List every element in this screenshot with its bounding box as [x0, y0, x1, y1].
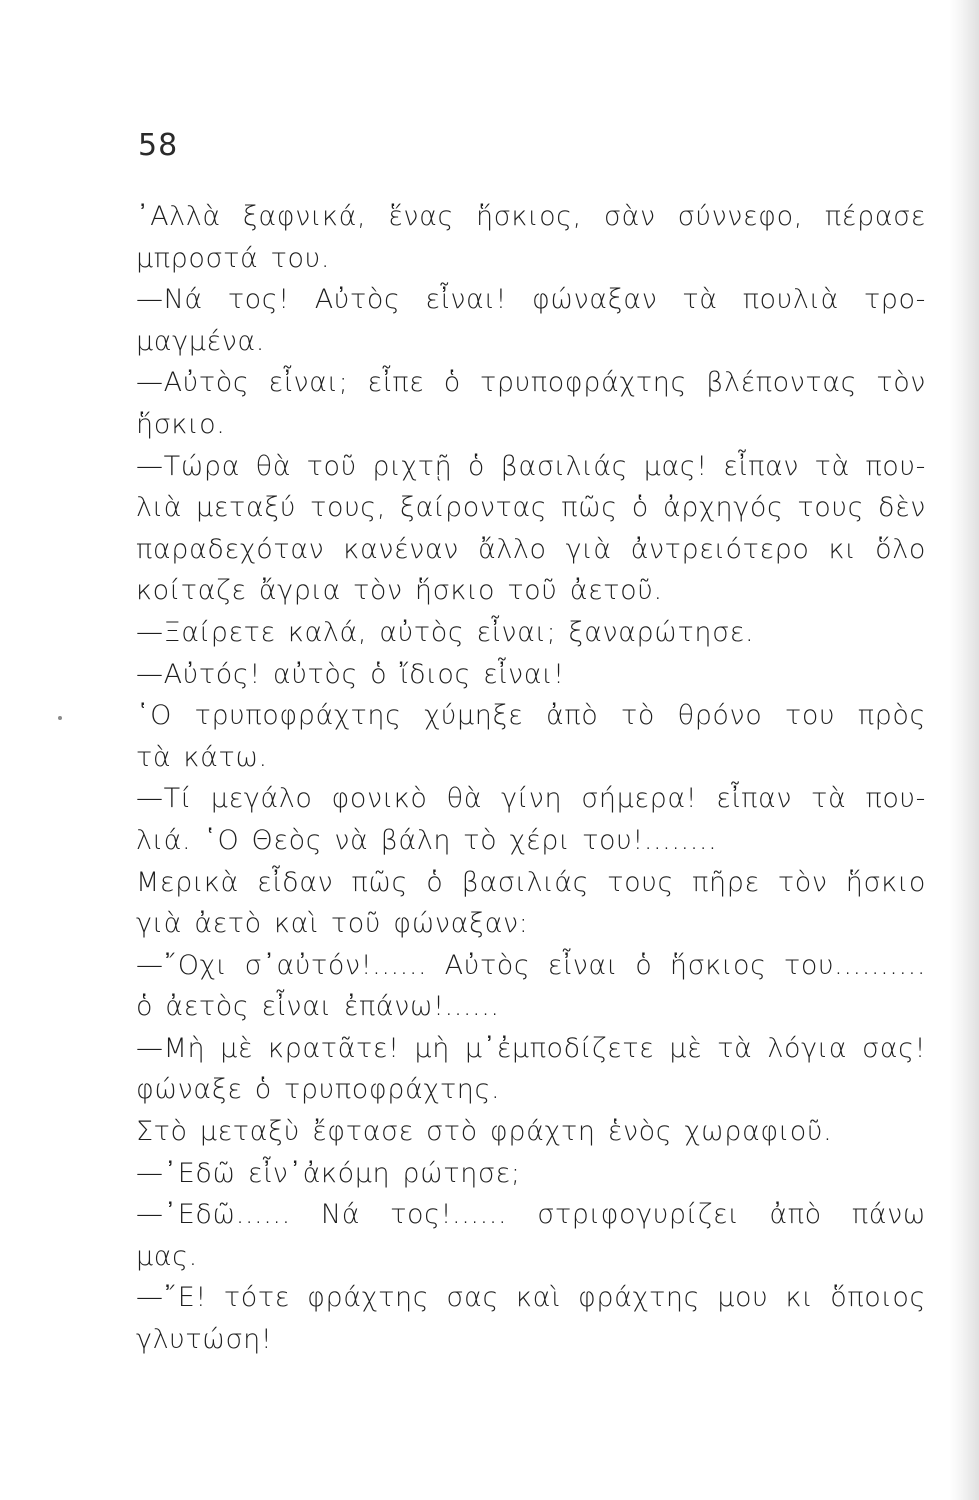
text-line: κοίταζε ἄγρια τὸν ἥσκιο τοῦ ἀετοῦ. — [136, 575, 663, 607]
text-line: —Νά τος! Αὐτὸς εἶναι! φώναξαν τὰ πουλιὰ τρο- — [136, 284, 926, 316]
text-line: γλυτώση! — [136, 1324, 273, 1356]
text-line: ὁ ἀετὸς εἶναι ἐπάνω!...... — [136, 991, 500, 1023]
text-line: —᾽Εδῶ εἶν᾽ἀκόμη ρώτησε; — [136, 1157, 521, 1189]
text-line: λιά. ῾Ο Θεὸς νὰ βάλη τὸ χέρι του!........ — [136, 824, 718, 856]
text-line: παραδεχόταν κανέναν ἄλλο γιὰ ἀντρειότερο κι ὅλο — [136, 533, 926, 565]
scan-shadow-edge — [949, 0, 979, 1500]
text-line: —῎Ε! τότε φράχτης σας καὶ φράχτης μου κι ὅποιος — [136, 1282, 926, 1314]
body-text — [136, 196, 926, 1361]
text-line: λιὰ μεταξύ τους, ξαίροντας πῶς ὁ ἀρχηγός τους δὲν — [136, 492, 926, 524]
text-line: τὰ κάτω. — [136, 741, 268, 773]
text-line: μπροστά του. — [136, 242, 331, 274]
text-line: —῎Οχι σ᾽αὐτόν!...... Αὐτὸς εἶναι ὁ ἥσκιος του.......... — [136, 949, 926, 981]
page-number: 58 — [138, 128, 179, 163]
text-line: μας. — [136, 1240, 198, 1272]
text-line: μαγμένα. — [136, 325, 265, 357]
text-line: γιὰ ἀετὸ καὶ τοῦ φώναξαν: — [136, 908, 529, 940]
text-line: —Τί μεγάλο φονικὸ θὰ γίνη σήμερα! εἶπαν τὰ που- — [136, 783, 926, 815]
text-line: —Τώρα θὰ τοῦ ριχτῇ ὁ βασιλιάς μας! εἶπαν τὰ που- — [136, 450, 926, 482]
text-line: ᾽Αλλὰ ξαφνικά, ἕνας ἥσκιος, σὰν σύννεφο, πέρασε — [136, 201, 926, 232]
text-line: —Αὐτὸς εἶναι; εἶπε ὁ τρυποφράχτης βλέποντας τὸν — [136, 367, 926, 399]
text-line: ἥσκιο. — [136, 408, 226, 440]
text-line: Στὸ μεταξὺ ἔφτασε στὸ φράχτη ἑνὸς χωραφιοῦ. — [136, 1116, 833, 1148]
text-line: —Μὴ μὲ κρατᾶτε! μὴ μ᾽ἐμποδίζετε μὲ τὰ λόγια σας! — [136, 1032, 926, 1064]
text-line: —Αὐτός! αὐτὸς ὁ ἴδιος εἶναι! — [136, 658, 565, 690]
text-line: φώναξε ὁ τρυποφράχτης. — [136, 1074, 501, 1106]
text-line: —᾽Εδῶ...... Νά τος!...... στριφογυρίζει ἀπὸ πάνω — [136, 1199, 926, 1231]
text-line: Μερικὰ εἶδαν πῶς ὁ βασιλιάς τους πῆρε τὸν ἥσκιο — [136, 866, 926, 898]
scan-speck — [58, 716, 62, 720]
text-line: ῾Ο τρυποφράχτης χύμηξε ἀπὸ τὸ θρόνο του πρὸς — [136, 700, 926, 732]
text-line: —Ξαίρετε καλά, αὐτὸς εἶναι; ξαναρώτησε. — [136, 616, 755, 648]
